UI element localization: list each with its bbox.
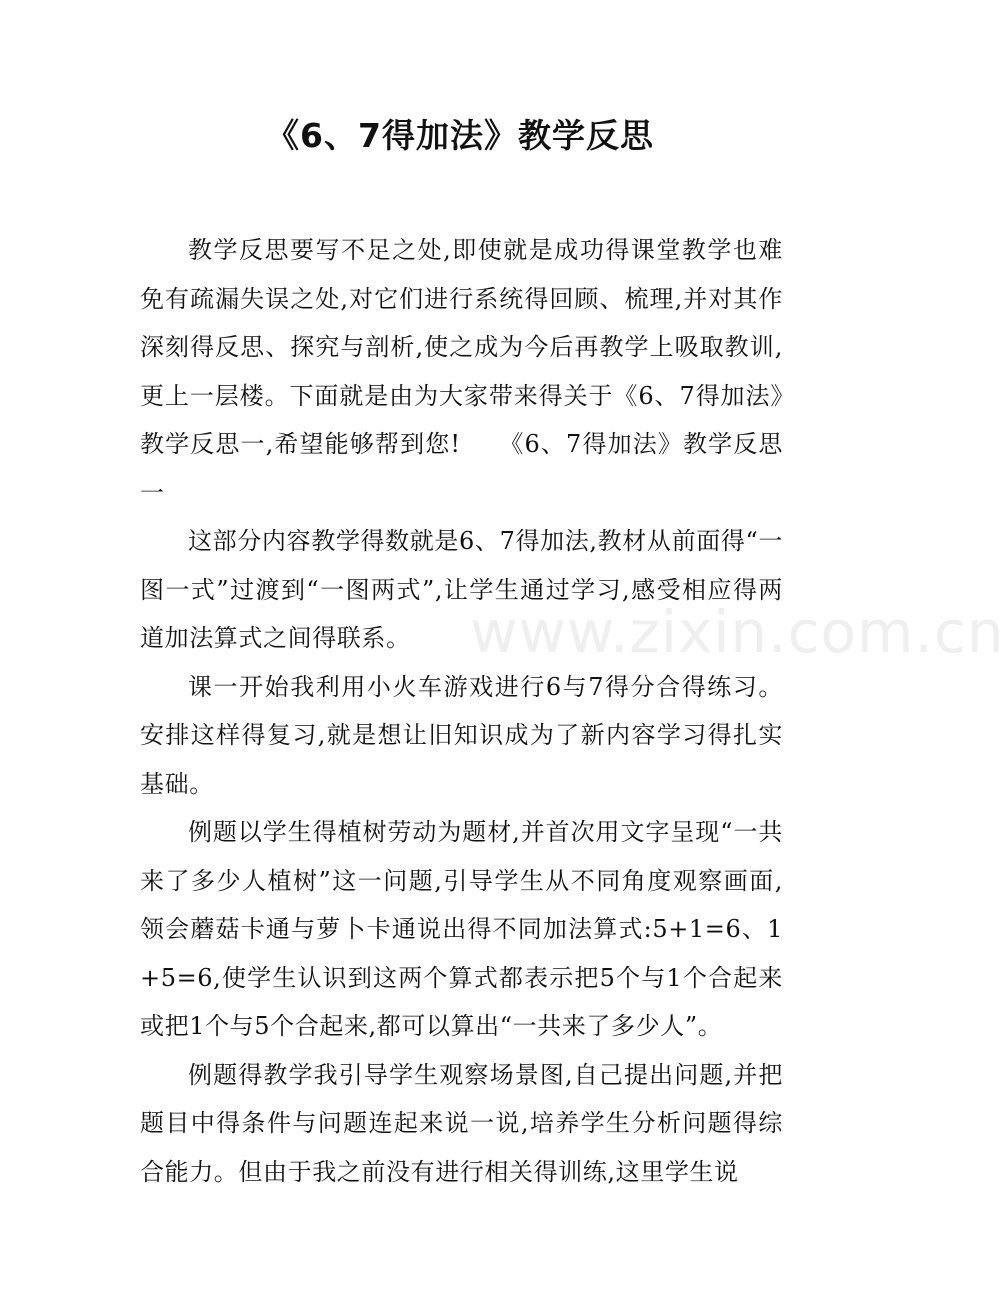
document-title: 《6、7得加法》教学反思 — [266, 116, 654, 155]
watermark: www.zixin.com.cn — [470, 598, 1005, 666]
paragraph-teaching: 例题得教学我引导学生观察场景图,自己提出问题,并把题目中得条件与问题连起来说一说,培养学生分析问题得综合能力。但由于我之前没有进行相关得训练,这里学生说 — [140, 1060, 783, 1186]
paragraph-warmup: 课一开始我利用小火车游戏进行6与7得分合得练习。安排这样得复习,就是想让旧知识成为了新内容学习得扎实基础。 — [140, 672, 783, 798]
document-body — [140, 226, 783, 1196]
paragraph-content-overview: 这部分内容教学得数就是6、7得加法,教材从前面得“一图一式”过渡到“一图两式”,让学生通过学习,感受相应得两道加法算式之间得联系。 — [140, 527, 783, 652]
paragraph-example: 例题以学生得植树劳动为题材,并首次用文字呈现“一共来了多少人植树”这一问题,引导学生从不同角度观察画面,领会蘑菇卡通与萝卜卡通说出得不同加法算式:5+1=6、1+5=6,使学生认识到这两个算式都表示把5个与1个合起来或把1个与5个合起来,都可以算出“一共来了多少人”。 — [140, 818, 783, 1040]
paragraph-intro: 教学反思要写不足之处,即使就是成功得课堂教学也难免有疏漏失误之处,对它们进行系统得回顾、梳理,并对其作深刻得反思、探究与剖析,使之成为今后再教学上吸取教训,更上一层楼。下面就是由为大家带来得关于《6、7得加法》教学反思一,希望能够帮到您! 《6、7得加法》教学反思一 — [140, 236, 783, 507]
